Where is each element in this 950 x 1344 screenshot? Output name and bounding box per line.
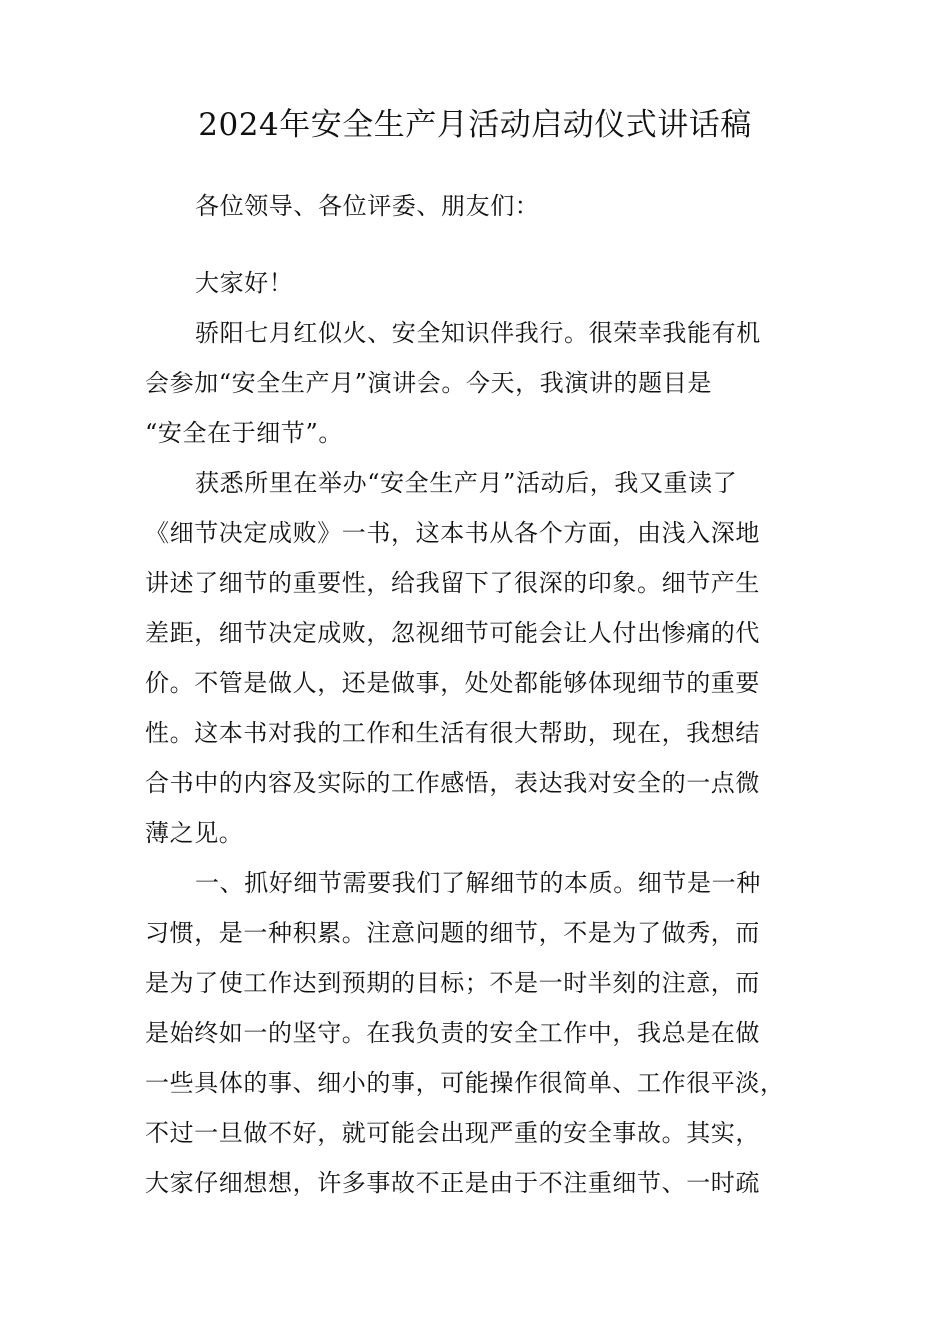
paragraph-line: 《细节决定成败》一书，这本书从各个方面，由浅入深地 bbox=[145, 519, 760, 547]
paragraph-line: 会参加“安全生产月”演讲会。今天，我演讲的题目是 bbox=[145, 369, 712, 397]
paragraph-line: 是为了使工作达到预期的目标；不是一时半刻的注意，而 bbox=[145, 969, 760, 997]
paragraph-line: 价。不管是做人，还是做事，处处都能够体现细节的重要 bbox=[145, 669, 760, 697]
paragraph-line: 大家仔细想想，许多事故不正是由于不注重细节、一时疏 bbox=[145, 1169, 760, 1197]
paragraph-line: 合书中的内容及实际的工作感悟，表达我对安全的一点微 bbox=[145, 769, 760, 797]
document-title: 2024年安全生产月活动启动仪式讲话稿 bbox=[198, 107, 752, 143]
salutation-line: 各位领导、各位评委、朋友们： bbox=[195, 192, 540, 220]
paragraph-line: 骄阳七月红似火、安全知识伴我行。很荣幸我能有机 bbox=[195, 319, 761, 347]
paragraph-line: 讲述了细节的重要性，给我留下了很深的印象。细节产生 bbox=[145, 569, 760, 597]
paragraph-line: 薄之见。 bbox=[145, 819, 244, 847]
paragraph-line: 获悉所里在举办“安全生产月”活动后，我又重读了 bbox=[195, 469, 738, 497]
paragraph-line: 性。这本书对我的工作和生活有很大帮助，现在，我想结 bbox=[145, 719, 760, 747]
greeting-line: 大家好！ bbox=[195, 269, 294, 297]
paragraph-line: 习惯，是一种积累。注意问题的细节，不是为了做秀，而 bbox=[145, 919, 760, 947]
paragraph-line: 一些具体的事、细小的事，可能操作很简单、工作很平淡， bbox=[145, 1069, 785, 1097]
paragraph-line: 一、抓好细节需要我们了解细节的本质。细节是一种 bbox=[195, 869, 761, 897]
paragraph-line: 差距，细节决定成败，忽视细节可能会让人付出惨痛的代 bbox=[145, 619, 760, 647]
paragraph-line: 不过一旦做不好，就可能会出现严重的安全事故。其实， bbox=[145, 1119, 760, 1147]
paragraph-line: 是始终如一的坚守。在我负责的安全工作中，我总是在做 bbox=[145, 1019, 760, 1047]
paragraph-line: “安全在于细节”。 bbox=[145, 419, 343, 447]
